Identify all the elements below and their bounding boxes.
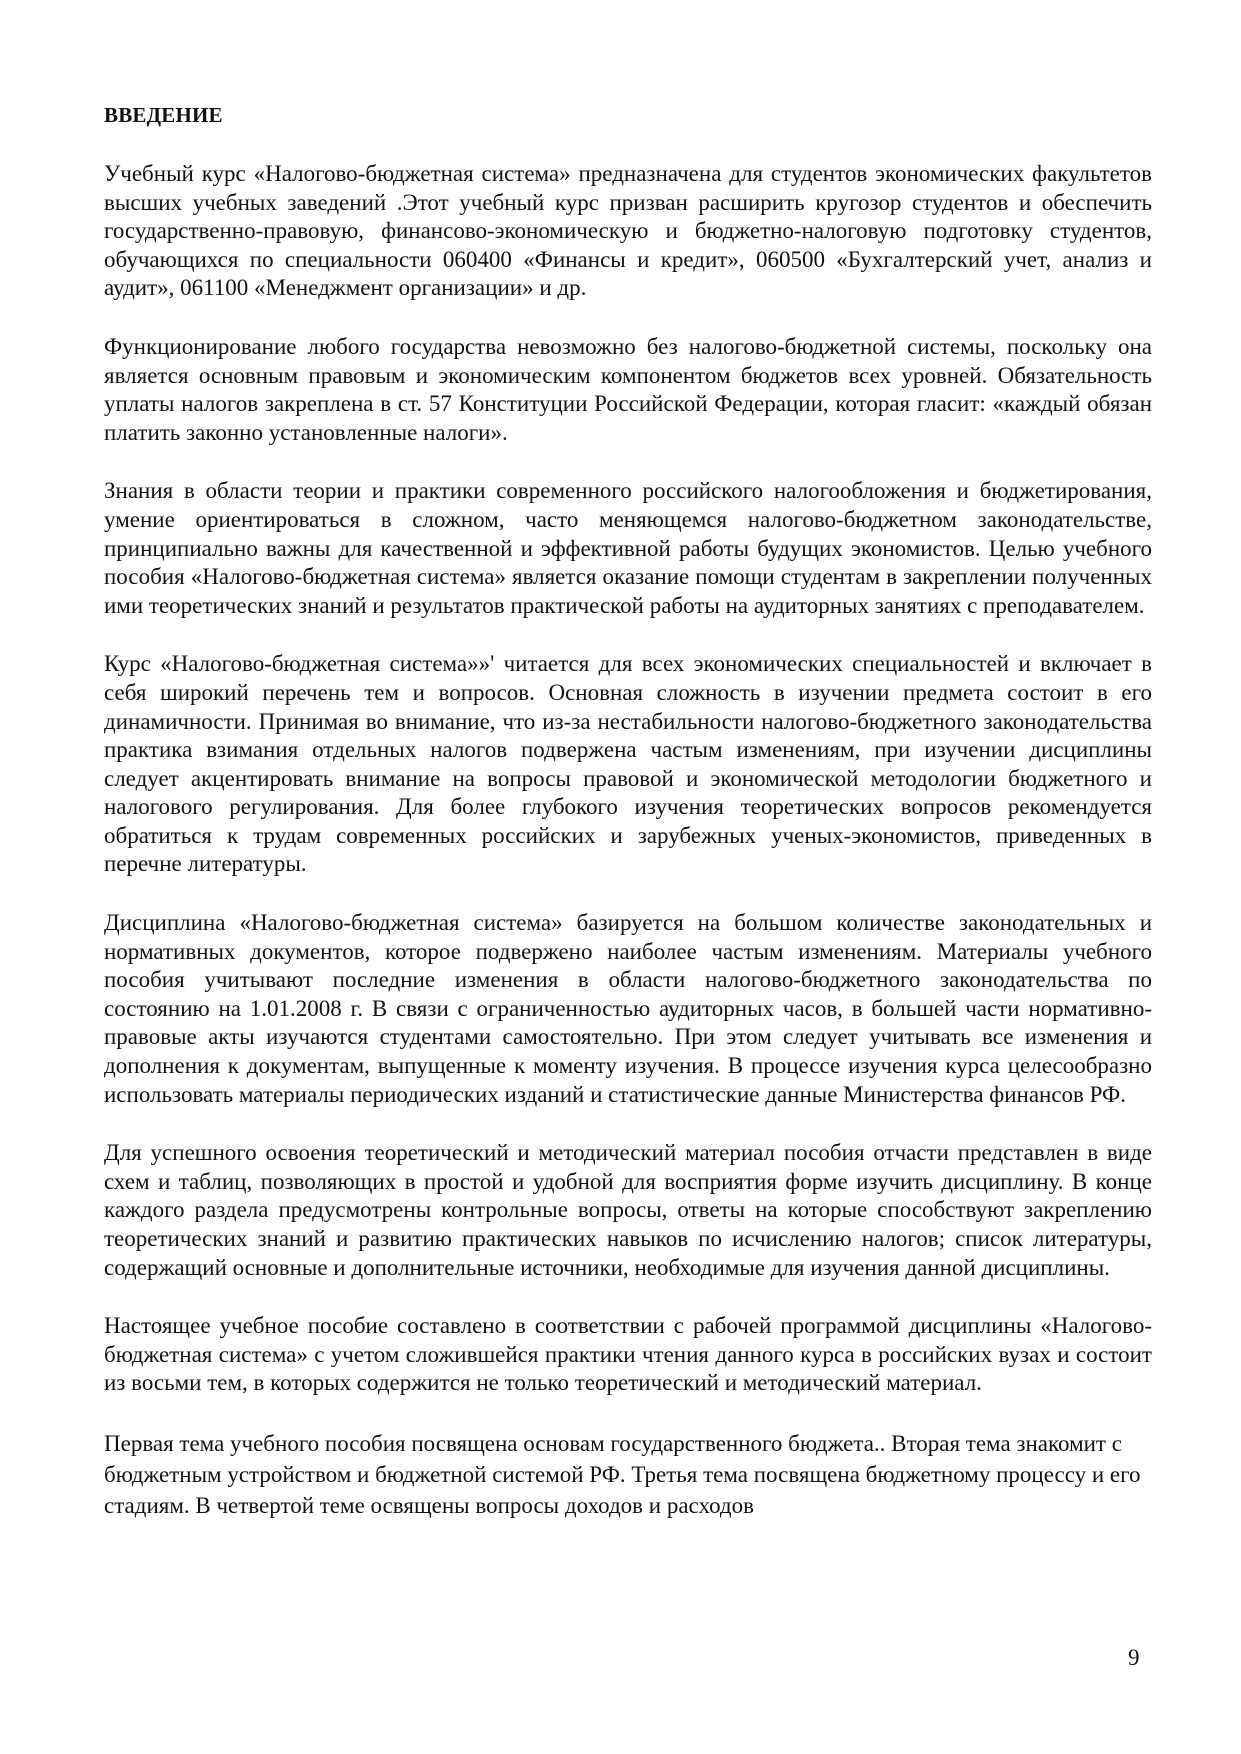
paragraph: Функционирование любого государства невозможно без налогово-бюджетной системы, поскольку она является основным правовым и экономическим компонентом бюджетов всех уровней. Обязательность уплаты налогов закреплена в ст. 57 Конституции Российской Федерации, которая гласит: «каждый обязан платить законно установленные налоги». bbox=[104, 333, 1152, 445]
page-content bbox=[104, 100, 1152, 1521]
paragraph: Для успешного освоения теоретический и методический материал пособия отчасти представлен в виде схем и таблиц, позволяющих в простой и удобной для восприятия форме изучить дисциплину. В конце каждого раздела предусмотрены контрольные вопросы, ответы на которые способствуют закреплению теоретических знаний и развитию практических навыков по исчислению налогов; список литературы, содержащий основные и дополнительные источники, необходимые для изучения данной дисциплины. bbox=[104, 1140, 1152, 1280]
paragraph: Знания в области теории и практики современного российского налогообложения и бюджетирования, умение ориентироваться в сложном, часто меняющемся налогово-бюджетном законодательстве, принципиально важны для качественной и эффективной работы будущих экономистов. Целью учебного пособия «Налогово-бюджетная система» является оказание помощи студентам в закреплении полученных ими теоретических знаний и результатов практической работы на аудиторных занятиях с преподавателем. bbox=[104, 478, 1152, 618]
paragraph: Первая тема учебного пособия посвящена основам государственного бюджета.. Вторая тема знакомит с бюджетным устройством и бюджетной системой РФ. Третья тема посвящена бюджетному процессу и его стадиям. В четвертой теме освящены вопросы доходов и расходов bbox=[104, 1430, 1141, 1518]
paragraph: Курс «Налогово-бюджетная система»»' читается для всех экономических специальностей и включает в себя широкий перечень тем и вопросов. Основная сложность в изучении предмета состоит в его динамичности. Принимая во внимание, что из-за нестабильности налогово-бюджетного законодательства практика взимания отдельных налогов подвержена частым изменениям, при изучении дисциплины следует акцентировать внимание на вопросы правовой и экономической методологии бюджетного и налогового регулирования. Для более глубокого изучения теоретических вопросов рекомендуется обратиться к трудам современных российских и зарубежных ученых-экономистов, приведенных в перечне литературы. bbox=[104, 651, 1152, 877]
paragraph: Учебный курс «Налогово-бюджетная система» предназначена для студентов экономических факультетов высших учебных заведений .Этот учебный курс призван расширить кругозор студентов и обеспечить государственно-правовую, финансово-экономическую и бюджетно-налоговую подготовку студентов, обучающихся по специальности 060400 «Финансы и кредит», 060500 «Бухгалтерский учет, анализ и аудит», 061100 «Менеджмент организации» и др. bbox=[104, 161, 1152, 301]
section-heading: ВВЕДЕНИЕ bbox=[104, 103, 223, 127]
paragraph: Дисциплина «Налогово-бюджетная система» базируется на большом количестве законодательных и нормативных документов, которое подвержено наиболее частым изменениям. Материалы учебного пособия учитывают последние изменения в области налогово-бюджетного законодательства по состоянию на 1.01.2008 г. В связи с ограниченностью аудиторных часов, в большей части нормативно-правовые акты изучаются студентами самостоятельно. При этом следует учитывать все изменения и дополнения к документам, выпущенные к моменту изучения. В процессе изучения курса целесообразно использовать материалы периодических изданий и статистические данные Министерства финансов РФ. bbox=[104, 910, 1152, 1107]
paragraph: Настоящее учебное пособие составлено в соответствии с рабочей программой дисциплины «Налогово-бюджетная система» с учетом сложившейся практики чтения данного курса в российских вузах и состоит из восьми тем, в которых содержится не только теоретический и методический материал. bbox=[104, 1313, 1152, 1396]
page-number: 9 bbox=[1128, 1645, 1140, 1670]
